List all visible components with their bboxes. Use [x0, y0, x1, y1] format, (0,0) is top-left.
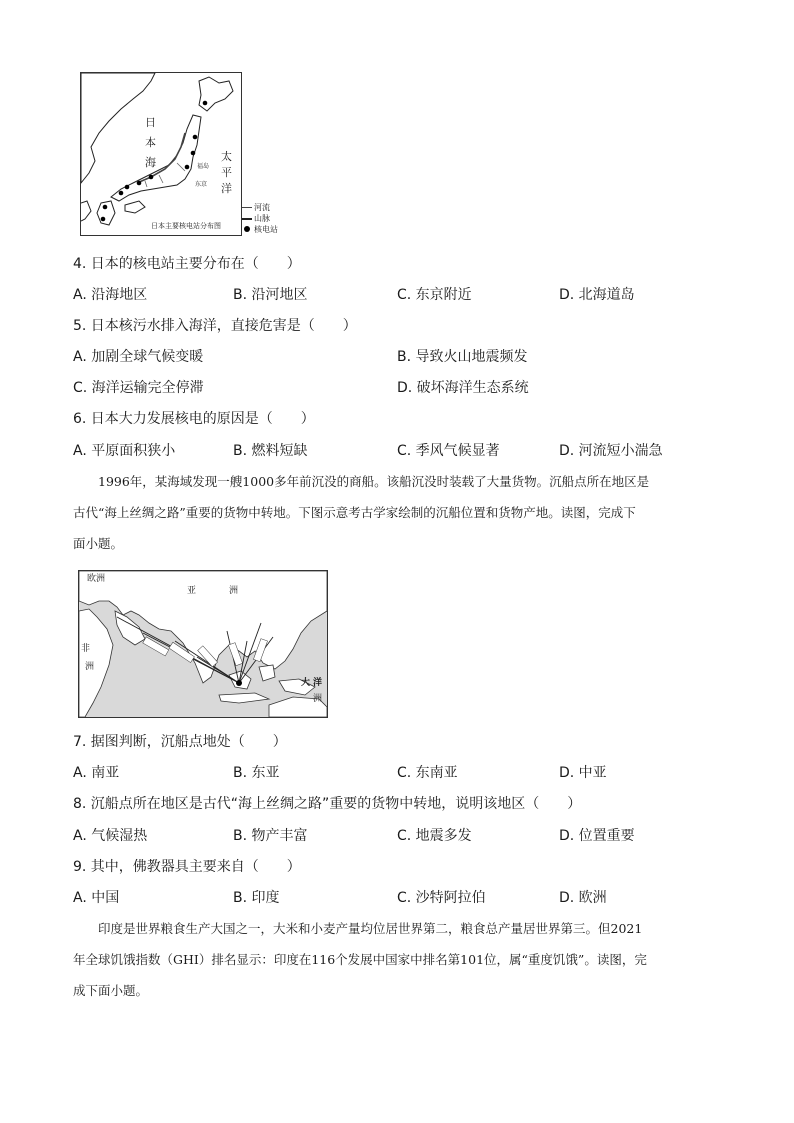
q5-option-a: A. 加剧全球气候变暖 — [73, 349, 204, 365]
japan-map-svg — [81, 73, 241, 235]
q4-option-c: C. 东京附近 — [397, 287, 472, 303]
q7-option-d: D. 中亚 — [559, 765, 607, 781]
q9-option-c: C. 沙特阿拉伯 — [397, 890, 486, 906]
label-oceania-1: 大 — [301, 678, 311, 688]
q5-option-d: D. 破坏海洋生态系统 — [397, 380, 529, 396]
q5-option-c: C. 海洋运输完全停滞 — [73, 380, 204, 396]
shipwreck-point — [236, 680, 242, 686]
legend-mountain: 山脉 — [242, 213, 278, 224]
trade-map-svg — [79, 571, 327, 717]
city-tokyo-label: 东京 — [195, 181, 208, 188]
q4-option-b: B. 沿河地区 — [233, 287, 308, 303]
q7-option-c: C. 东南亚 — [397, 765, 458, 781]
passage-1-line-1: 1996年，某海域发现一艘1000多年前沉没的商船。该船沉没时装载了大量货物。沉船点所在地区是 — [98, 474, 650, 489]
q6-option-c: C. 季风气候显著 — [397, 443, 500, 459]
legend-plant: 核电站 — [242, 224, 278, 235]
q7-option-a: A. 南亚 — [73, 765, 120, 781]
q6-option-d: D. 河流短小湍急 — [559, 443, 663, 459]
sea-of-japan-label: 日本海 — [145, 116, 156, 169]
question-8-stem: 8. 沉船点所在地区是古代“海上丝绸之路”重要的货物中转地，说明该地区（ ） — [73, 796, 582, 812]
label-oceania-3: 洲 — [313, 694, 323, 704]
question-7-stem: 7. 据图判断，沉船点地处（ ） — [73, 734, 287, 750]
passage-2-line-3: 成下面小题。 — [73, 983, 149, 998]
q8-option-a: A. 气候湿热 — [73, 828, 148, 844]
japan-nuclear-map — [80, 72, 242, 236]
question-9-stem: 9. 其中，佛教器具主要来自（ ） — [73, 859, 301, 875]
q9-option-b: B. 印度 — [233, 890, 280, 906]
q6-option-a: A. 平原面积狭小 — [73, 443, 176, 459]
question-4-stem: 4. 日本的核电站主要分布在（ ） — [73, 256, 301, 272]
passage-1-line-3: 面小题。 — [73, 536, 124, 551]
q4-option-a: A. 沿海地区 — [73, 287, 148, 303]
japan-map-caption: 日本主要核电站分布图 — [151, 222, 221, 230]
city-fukushima-label: 福岛 — [197, 163, 210, 170]
label-europe: 欧洲 — [87, 574, 106, 584]
question-6-stem: 6. 日本大力发展核电的原因是（ ） — [73, 411, 315, 427]
q6-option-b: B. 燃料短缺 — [233, 443, 308, 459]
passage-1-line-2: 古代“海上丝绸之路”重要的货物中转地。下图示意考古学家绘制的沉船位置和货物产地。读图，完成下 — [73, 505, 636, 520]
q4-option-d: D. 北海道岛 — [559, 287, 635, 303]
q8-option-d: D. 位置重要 — [559, 828, 635, 844]
label-asia-1: 亚 — [187, 586, 197, 596]
question-5-stem: 5. 日本核污水排入海洋，直接危害是（ ） — [73, 318, 357, 334]
shipwreck-trade-map — [78, 570, 328, 718]
q7-option-b: B. 东亚 — [233, 765, 280, 781]
label-oceania-2: 洋 — [313, 678, 323, 688]
legend-river: 河流 — [242, 202, 278, 213]
passage-2-line-1: 印度是世界粮食生产大国之一，大米和小麦产量均位居世界第二，粮食总产量居世界第三。但2021 — [98, 921, 643, 936]
q9-option-a: A. 中国 — [73, 890, 120, 906]
q5-option-b: B. 导致火山地震频发 — [397, 349, 528, 365]
q8-option-c: C. 地震多发 — [397, 828, 472, 844]
label-africa-1: 非 — [81, 644, 91, 654]
label-asia-2: 洲 — [229, 586, 239, 596]
japan-map-legend — [242, 202, 278, 235]
passage-2-line-2: 年全球饥饿指数（GHI）排名显示：印度在116个发展中国家中排名第101位，属“重度饥饿”。读图，完 — [73, 952, 647, 967]
q9-option-d: D. 欧洲 — [559, 890, 607, 906]
label-africa-2: 洲 — [85, 662, 95, 672]
q8-option-b: B. 物产丰富 — [233, 828, 308, 844]
pacific-ocean-label: 太平洋 — [221, 150, 232, 195]
